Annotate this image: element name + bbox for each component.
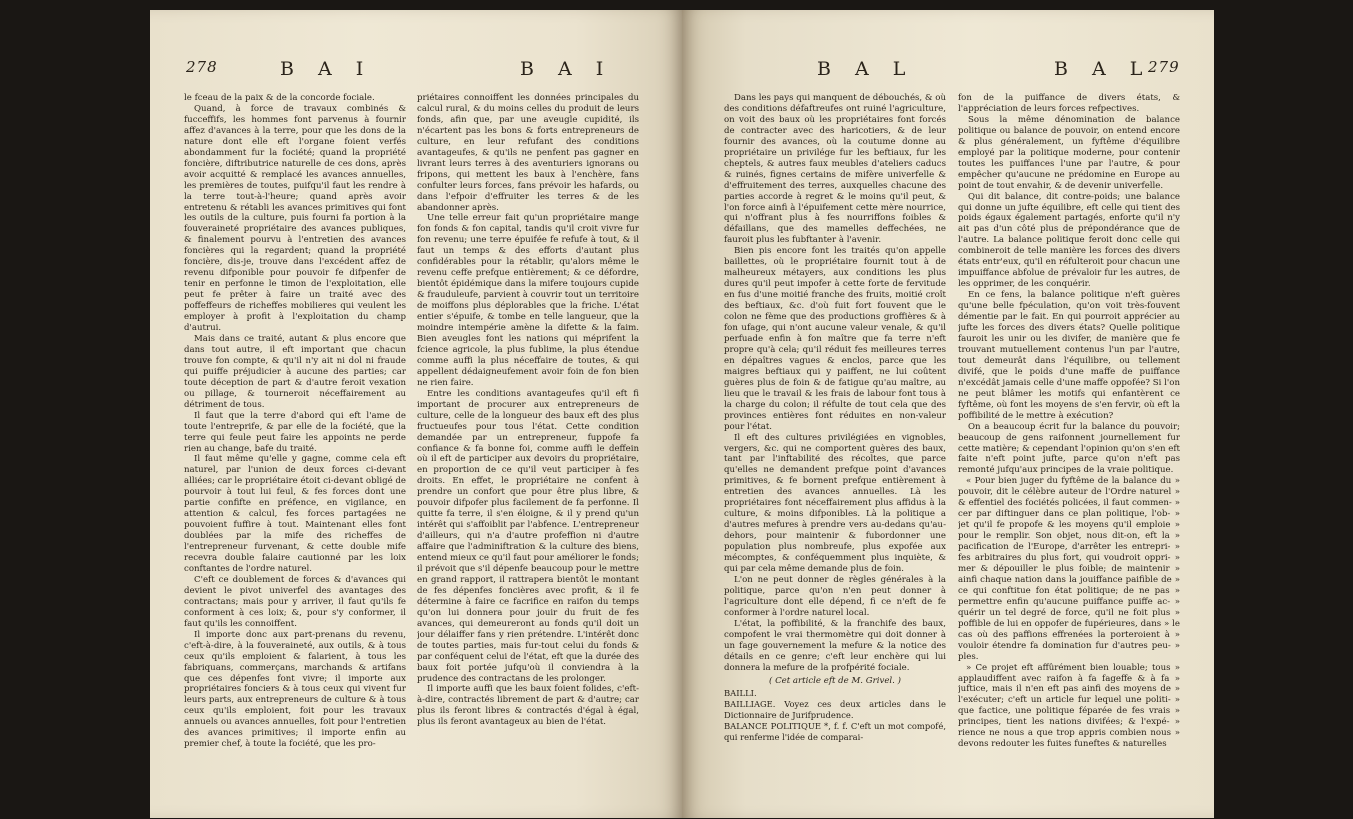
header-letters: B A I — [280, 58, 373, 80]
entry-balance-politique: BALANCE POLITIQUE *, f. f. C'eft un mot compofé, qui renferme l'idée de comparai- — [724, 721, 946, 743]
paragraph: Mais dans ce traité, autant & plus encore que dans tout autre, il eft important que chacun trouve fon compte, & qu'il n'y ait ni dol ni fraude qui puiffe préjudicier à aucune des parties; car toute déception de part & d'autre feroit vexation ou pillage, & tourneroit néceffairement au détriment de tous. — [184, 333, 406, 410]
text-column-right — [417, 93, 639, 803]
entry-bailli: BAILLI. — [724, 688, 757, 699]
paragraph: fon de la puiffance de divers états, & l'appréciation de leurs forces refpectives. — [958, 93, 1180, 114]
quotation: » Ce projet eft affûrément bien louable; tous » applaudiffent avec raifon à fa fageffe & à fa » juftice, mais il n'en eft pas ainfi des moyens de » l'exécuter; c'eft un article fur lequel une politi- » que factice, une politique féparée de fes vrais » principes, tient les nations divifées; & l'expé- » rience ne nous a que trop appris combien nous » devons redouter les fuites funeftes & naturelles — [958, 662, 1180, 750]
paragraph: Il importe donc aux part-prenans du revenu, c'eft-à-dire, à la fouveraineté, aux outils, & à tous ceux qu'ils emploient & falarient, à tous les fabriquans, commerçans, marchands & artifans que ces dépenfes font vivre; il importe aux propriétaires fonciers & à tous ceux qui vivent fur leurs parts, aux entrepreneurs de culture & à tous ceux qu'ils emploient, foit pour les travaux annuels ou avances annuelles, foit pour l'entretien des avances primitives; il importe enfin au premier chef, à toute la fociété, que les pro- — [184, 629, 406, 750]
header-letters: B A L — [817, 58, 915, 80]
paragraph: Entre les conditions avantageufes qu'il eft fi important de procurer aux entrepreneurs de culture, celle de la longueur des baux eft des plus fructueufes pour tous l'état. Cette condition demandée par un entrepreneur, fuppofe fa confiance & fa bonne foi, comme auffi le deffein où il eft de participer aux devoirs du propriétaire, en proportion de ce qu'il veut participer à fes droits. En effet, le propriétaire ne confent à prendre un confort que pour être plus libre, & pouvoir difpofer plus facilement de fa perfonne. Il quitte fa terre, il s'en éloigne, & il y prend qu'un intérêt qui s'affoiblit par l'abfence. L'entrepreneur d'ailleurs, qui n'a d'autre profeffion ni d'autre affaire que l'adminiftration & la culture des biens, entend mieux ce qu'il faut pour améliorer le fonds; il prévoit que s'il dépenfe beaucoup pour le mettre en grand rapport, il rattrapera bientôt le montant de fes dépenfes foncières avec profit, & il fe détermine à faire ce facrifice en raifon du temps qu'on lui donnera pour jouir du fruit de fes avances, qui demeureront au fonds qu'il doit un jour délaiffer fans y rien prétendre. L'intérêt donc de toutes parties, mais fur-tout celui du fonds & par conféquent celui de l'état, eft que la durée des baux foit portée jufqu'où il conviendra à la prudence des contractans de les prolonger. — [417, 388, 639, 684]
header-letters: B A L — [1054, 58, 1152, 80]
paragraph: Il eft des cultures privilégiées en vignobles, vergers, &c. qui ne comportent guères des baux, tant par l'inftabilité des récoltes, que parce qu'elles ne demandent prefque point d'avances primitives, & fe bornent prefque entièrement à entretien des avances annuelles. Là les propriétaires font néceffairement plus affidus à la culture, & moins difponibles. Là la politique a d'autres mefures à prendre vers au-dedans qu'au-dehors, pour maintenir & fubordonner une population plus nombreufe, plus expofée aux mécomptes, & conféquemment plus inquiète, & qui par cela même demande plus de foin. — [724, 432, 946, 574]
paragraph: Quand, à force de travaux combinés & fucceffifs, les hommes font parvenus à fournir affez d'avances à la terre, pour que les dons de la nature dont elle eft l'organe foient verfés abondamment fur la fociété; quand la propriété foncière, diftributrice naturelle de ces dons, après avoir acquitté & remplacé les avances annuelles, les premières de toutes, puifqu'il faut les rendre à la terre tout-à-l'heure; quand après avoir entretenu & rétabli les avances primitives qui font les outils de la culture, puis fourni fa portion à la fouveraineté propriétaire des avances publiques, & finalement pourvu à l'entretien des avances foncières qui la regardent; quand la propriété foncière, dis-je, trouve dans l'excédent affez de revenu difponible pour pouvoir fe difpenfer de tenir en perfonne le timon de l'exploitation, elle peut fe prêter à faire un traité avec des poffeffeurs de richeffes mobilieres qui veulent les employer à profit à l'exploitation du champ d'autrui. — [184, 103, 406, 334]
text-column-right — [958, 93, 1180, 803]
header-letters: B A I — [520, 58, 613, 80]
entry-bailliage: BAILLIAGE. Voyez ces deux articles dans le Dictionnaire de Jurifprudence. — [724, 699, 946, 721]
right-page — [682, 10, 1214, 818]
open-book — [150, 10, 1215, 818]
page-number: 278 — [186, 58, 218, 76]
paragraph: Dans les pays qui manquent de débouchés, & où des conditions défaftreufes ont ruiné l'agriculture, on voit des baux où les propriétaires font forcés de contracter avec des haricotiers, & de leur fournir des avances, où la coutume donne au propriétaire un privilége fur les beftiaux, fur les cheptels, & autres faux meubles d'ateliers caducs & ruinés, fignes certains de mifère univerfelle & d'effruitement des terres, auxquelles chacune des parties accorde à regret & le moins qu'il peut, & l'on force ainfi à l'épuifement cette mère nourrice, qui n'offrant plus à fes nourriffons foibles & défaillans, que des mamelles deffechées, ne fauroit plus les fubftanter à l'avenir. — [724, 93, 946, 246]
paragraph: Bien pis encore font les traités qu'on appelle baillettes, où le propriétaire fournit tout à de malheureux métayers, aux conditions les plus dures qu'il peut impofer à cette forte de fervitude en fus d'une moitié franche des fruits, moitié croît des beftiaux, &c. d'où fuit fort fouvent que le colon ne fème que des productions groffières & à fon ufage, qui n'ont aucune valeur venale, & qu'il perfuade enfin à fon maître que fa terre n'eft propre qu'à cela; qu'il réduit fes meilleures terres en dépaîtres vagues & enclos, parce que les maigres beftiaux qui y paiffent, ne lui coûtent guères plus de foin & de fatigue qu'au maître, au lieu que le travail & les frais de labour font tous à la charge du colon; il réfulte de tout cela que des provinces entières font réduites en non-valeur pour l'état. — [724, 246, 946, 432]
paragraph: Une telle erreur fait qu'un propriétaire mange fon fonds & fon capital, tandis qu'il croit vivre fur fon revenu; une terre épuifée fe refufe à tout, & il faut un temps & des efforts d'autant plus confidérables pour la rétablir, qu'alors même le revenu ceffe prefque entièrement; & ce défordre, bientôt épidémique dans la mifere toujours cupide & frauduleufe, parvient à couvrir tout un territoire de moiffons plus déplorables que la friche. L'état entier s'épuife, & tombe en telle langueur, que la moindre intempérie amène la difette & la faim. Bien aveugles font les nations qui méprifent la fcience agricole, la plus fublime, la plus étendue comme auffi la plus néceffaire de toutes, & qui appellent dédaigneufement avoir foin de fon bien ne rien faire. — [417, 213, 639, 388]
paragraph: Sous la même dénomination de balance politique ou balance de pouvoir, on entend encore & plus généralement, un fyftême d'équilibre employé par la politique moderne, pour contenir toutes les puiffances l'une par l'autre, & pour empêcher qu'aucune ne prédomine en Europe au point de tout envahir, & de devenir univerfelle. — [958, 114, 1180, 191]
paragraph: Qui dit balance, dit contre-poids; une balance qui donne un jufte équilibre, eft celle qui tient des poids égaux également partagés, enforte qu'il n'y ait pas d'un côté plus de prépondérance que de l'autre. La balance politique feroit donc celle qui combineroit de telle manière les forces des divers états entr'eux, qu'il en réfulteroit pour chacun une impuiffance abfolue de prévaloir fur les autres, de les opprimer, de les conquérir. — [958, 191, 1180, 290]
paragraph: On a beaucoup écrit fur la balance du pouvoir; beaucoup de gens raifonnent journellement fur cette matière; & cependant l'opinion qu'on s'en eft faite n'eft point jufte, parce qu'on n'eft pas remonté jufqu'aux principes de la vraie politique. — [958, 421, 1180, 476]
paragraph: le fceau de la paix & de la concorde fociale. — [184, 93, 375, 103]
paragraph: priétaires connoiffent les données principales du calcul rural, & du moins celles du produit de leurs fonds, afin que, par une aveugle cupidité, ils n'écartent pas les bons & forts entrepreneurs de culture, en leur refufant des conditions avantageufes, & qu'ils ne penfent pas gagner en livrant leurs terres à des aventuriers ignorans ou fripons, qui mettent les baux à l'enchère, fans confulter leurs forces, fans prévoir les hafards, ou dans l'efpoir d'effruiter les terres & de les abandonner après. — [417, 93, 639, 213]
paragraph: Il faut même qu'elle y gagne, comme cela eft naturel, par l'union de deux forces ci-devant alliées; car le propriétaire étoit ci-devant obligé de pourvoir à tout lui feul, & fes forces dont une partie confifte en préfence, en vigilance, en attention & calcul, fes forces partagées ne pouvoient fuffire à tout. Maintenant elles font doublées par la mife des richeffes de l'entrepreneur furvenant, & cette double mife recevra double falaire cautionné par les loix conftantes de l'ordre naturel. — [184, 454, 406, 574]
text-column-left — [724, 93, 946, 803]
quotation: « Pour bien juger du fyftême de la balance du » pouvoir, dit le célèbre auteur de l'Ordre naturel » & effentiel des fociétés policées, il faut commen- » cer par diftinguer dans ce plan politique, l'ob- » jet qu'il fe propofe & les moyens qu'il emploie » pour le remplir. Son objet, nous dit-on, eft la » pacification de l'Europe, d'arrêter les entrepri- » fes arbitraires du plus fort, qui voudroit oppri- » mer & dépouiller le plus foible; de maintenir » ainfi chaque nation dans la jouiffance paifible de » ce qui conftitue fon état politique; de ne pas » permettre enfin qu'aucune puiffance puiffe ac- » quérir un tel degré de force, qu'il ne foit plus » poffible de lui en oppofer de fupérieures, dans » le cas où des paffions effrenées la porteroient à » vouloir étendre fa domination fur d'autres peu- » ples. — [958, 476, 1180, 662]
running-head-right — [682, 50, 1214, 84]
paragraph: C'eft ce doublement de forces & d'avances qui devient le pivot univerfel des avantages des contractans; mais pour y arriver, il faut qu'ils fe conforment à ces loix; &, pour s'y conformer, il faut qu'ils les connoiffent. — [184, 574, 406, 629]
paragraph: L'on ne peut donner de règles générales à la politique, parce qu'on n'en peut donner à l'agriculture dont elle dépend, fi ce n'eft de fe conformer à l'ordre naturel local. — [724, 574, 946, 618]
left-page — [150, 10, 682, 818]
article-attribution: ( Cet article eft de M. Grivel. ) — [768, 675, 901, 686]
paragraph: L'état, la poffibilité, & la franchife des baux, compofent le vrai thermomètre qui doit donner à un fage gouvernement la mefure & la notice des détails en ce genre; c'eft leur enchère qui lui donnera la mefure de la profpérité fociale. — [724, 618, 946, 673]
paragraph: En ce fens, la balance politique n'eft guères qu'une belle fpéculation, qu'on voit très-fouvent démentie par le fait. En qui pourroit apprécier au jufte les forces des divers états? Quelle politique fauroit les unir ou les divifer, de manière que fe trouvant mutuellement contenus l'un par l'autre, tout demeurât dans l'équilibre, ou tellement divifé, que le poids d'une maffe de puiffance n'excédât jamais celle d'une maffe oppofée? Si l'on ne peut blâmer les motifs qui enfantèrent ce fyftême, où font les moyens de s'en fervir, où eft la poffibilité de le mettre à exécution? — [958, 290, 1180, 421]
paragraph: Il importe auffi que les baux foient folides, c'eft-à-dire, contractés librement de part & d'autre; car plus ils feront libres & contractés d'égal à égal, plus ils feront avantageux au bien de l'état. — [417, 684, 639, 728]
text-column-left — [184, 93, 406, 803]
running-head-left — [150, 50, 682, 84]
paragraph: Il faut que la terre d'abord qui eft l'ame de toute l'entreprife, & par elle de la fociété, que la terre qui feule peut faire les appoints ne perde rien au change, bafe du traité. — [184, 410, 406, 454]
page-number: 279 — [1148, 58, 1180, 76]
